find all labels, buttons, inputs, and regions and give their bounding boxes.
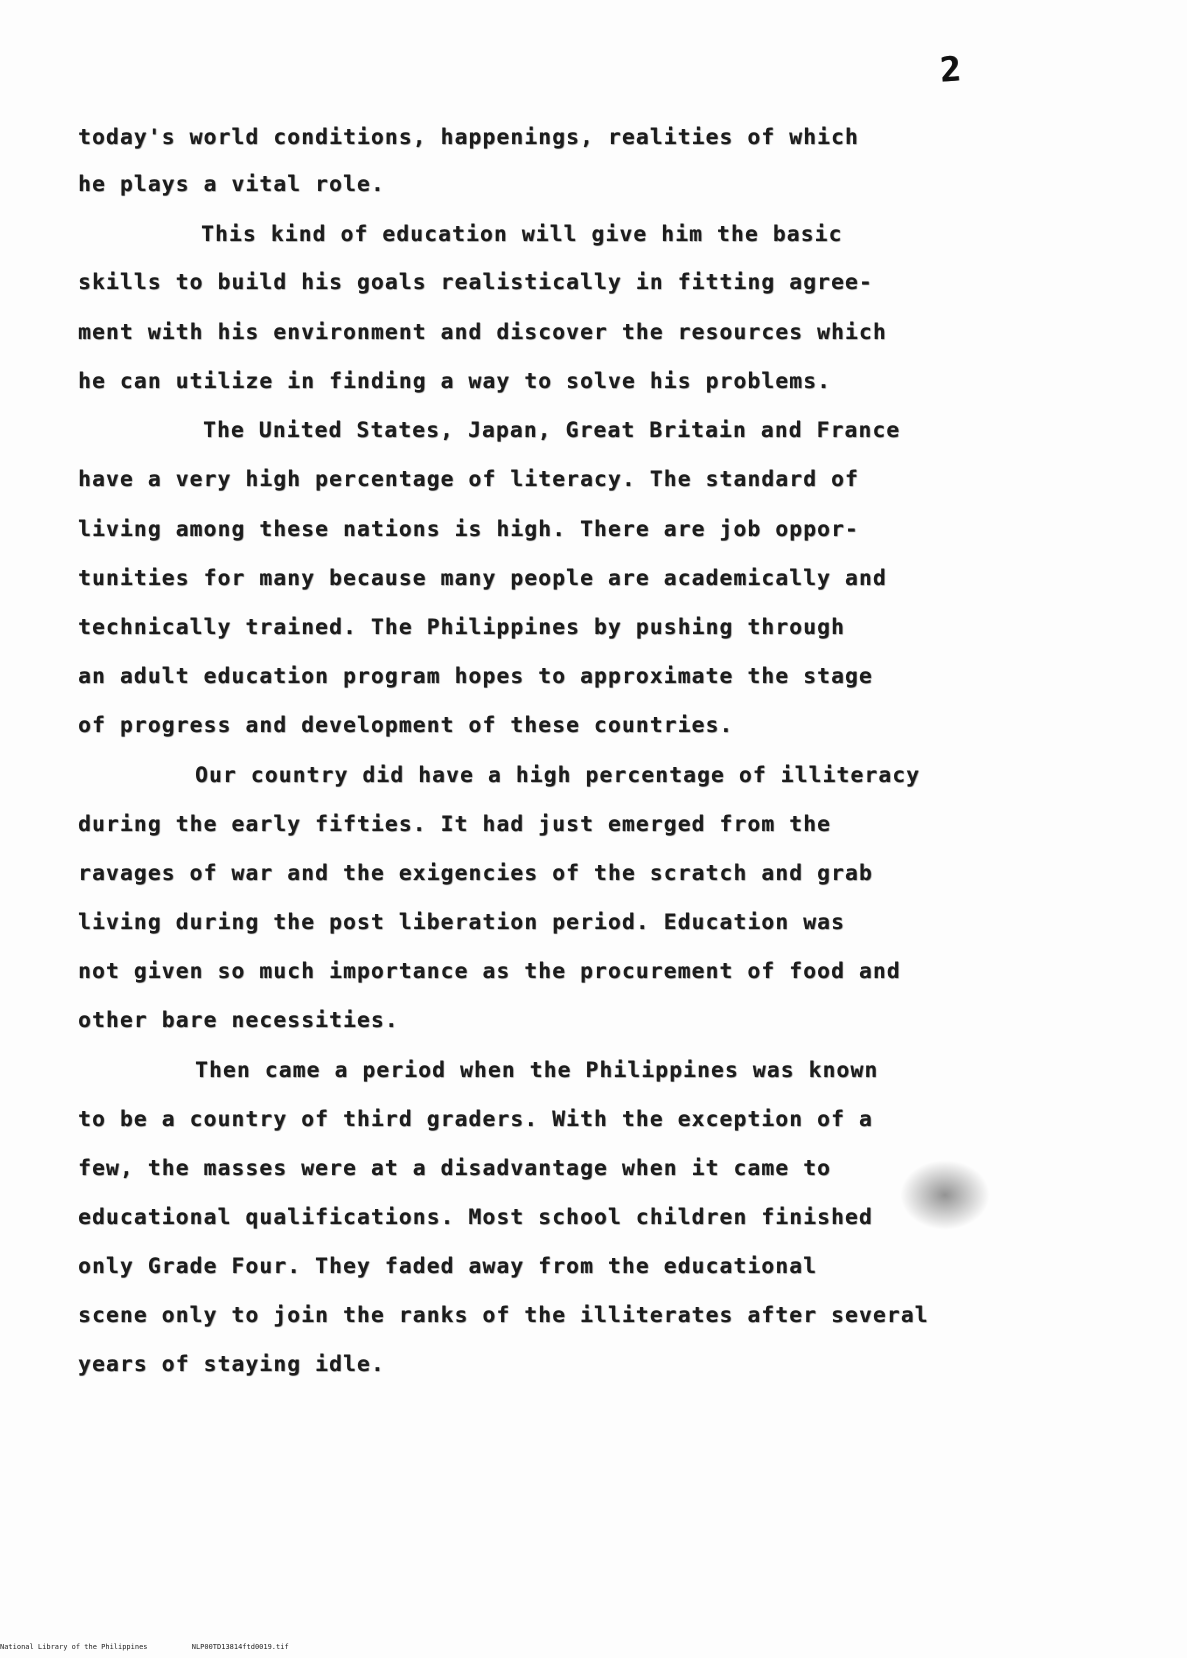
text-line: ravages of war and the exigencies of the scratch and grab xyxy=(78,861,873,886)
text-line: other bare necessities. xyxy=(78,1008,399,1033)
text-line: ment with his environment and discover the resources which xyxy=(78,320,887,345)
text-line: tunities for many because many people are academically and xyxy=(78,566,887,591)
text-line: scene only to join the ranks of the illiterates after several xyxy=(78,1303,929,1328)
page-number: 2 xyxy=(938,49,962,91)
scan-footer xyxy=(0,1643,329,1651)
text-line: educational qualifications. Most school children finished xyxy=(78,1205,873,1230)
text-line: an adult education program hopes to approximate the stage xyxy=(78,664,873,689)
text-line: This kind of education will give him the basic xyxy=(201,222,843,247)
text-line: living among these nations is high. There are job oppor- xyxy=(78,517,859,542)
footer-library: National Library of the Philippines xyxy=(0,1643,148,1651)
text-line: he plays a vital role. xyxy=(78,172,385,197)
text-line: The United States, Japan, Great Britain and France xyxy=(203,418,901,443)
text-line: of progress and development of these countries. xyxy=(78,713,734,738)
ink-smudge xyxy=(900,1160,990,1230)
text-line: during the early fifties. It had just emerged from the xyxy=(78,812,831,837)
text-line: not given so much importance as the procurement of food and xyxy=(78,959,901,984)
text-line: today's world conditions, happenings, realities of which xyxy=(78,125,859,150)
text-line: have a very high percentage of literacy. The standard of xyxy=(78,467,859,492)
text-line: skills to build his goals realistically in fitting agree- xyxy=(78,270,873,295)
text-line: Then came a period when the Philippines was known xyxy=(195,1058,879,1083)
text-line: few, the masses were at a disadvantage when it came to xyxy=(78,1156,831,1181)
text-line: years of staying idle. xyxy=(78,1352,385,1377)
text-line: Our country did have a high percentage of illiteracy xyxy=(195,763,921,788)
text-line: technically trained. The Philippines by pushing through xyxy=(78,615,845,640)
text-line: only Grade Four. They faded away from the educational xyxy=(78,1254,818,1279)
text-line: to be a country of third graders. With the exception of a xyxy=(78,1107,873,1132)
text-line: living during the post liberation period. Education was xyxy=(78,910,845,935)
text-line: he can utilize in finding a way to solve his problems. xyxy=(78,369,831,394)
footer-filename: NLP00TD13814ftd0019.tif xyxy=(191,1643,289,1651)
